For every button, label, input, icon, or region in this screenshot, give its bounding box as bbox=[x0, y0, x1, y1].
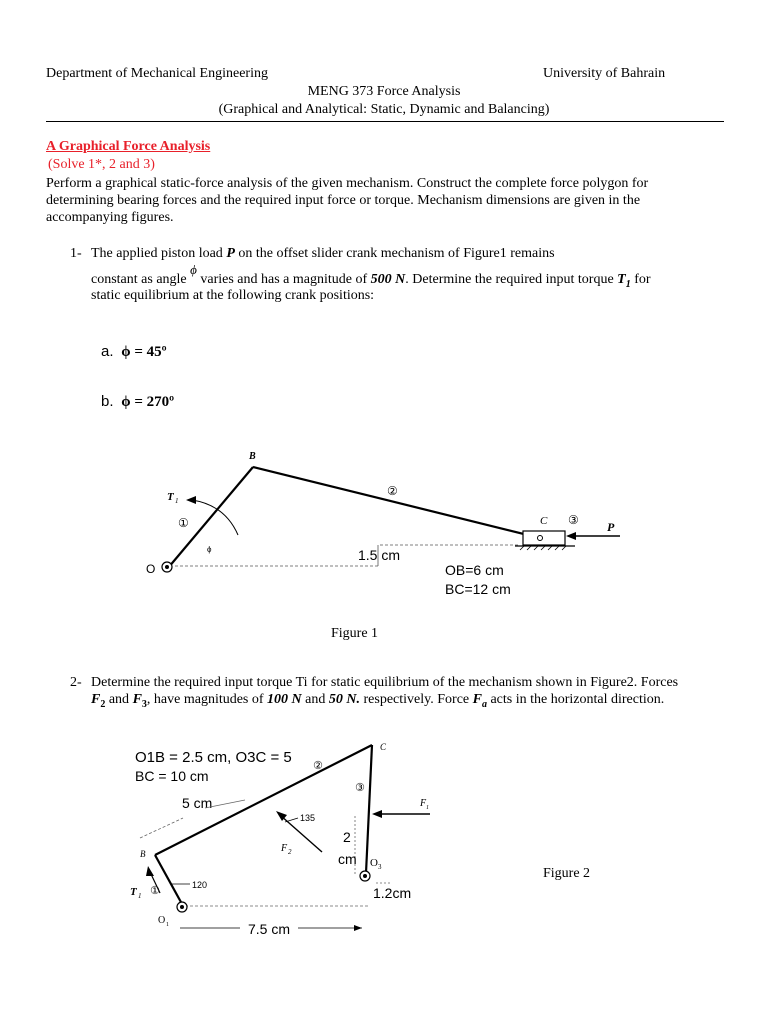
torque-t1-arrowhead bbox=[146, 866, 154, 876]
label-7-5cm: 7.5 cm bbox=[248, 921, 291, 937]
label-c: C bbox=[380, 742, 387, 752]
label-f2: F bbox=[281, 843, 288, 854]
label-ob-length: OB=6 cm bbox=[445, 562, 504, 578]
label-120: 120 bbox=[192, 880, 208, 890]
section-a-title: A Graphical Force Analysis bbox=[46, 139, 211, 154]
ang-135-leader bbox=[285, 818, 298, 822]
label-dims-1: O1B = 2.5 cm, O3C = 5 bbox=[135, 749, 292, 766]
problem-1-line-3: static equilibrium at the following crank positions: bbox=[91, 288, 375, 303]
section-a-note: (Solve 1*, 2 and 3) bbox=[48, 157, 155, 172]
dim-75-arrowhead bbox=[354, 925, 362, 931]
label-o3-sub: 3 bbox=[378, 863, 382, 871]
label-o3: O bbox=[370, 857, 378, 869]
label-link-1: ① bbox=[178, 516, 189, 530]
intro-line-1: Perform a graphical static-force analysis of the given mechanism. Construct the complete force polygon for bbox=[46, 176, 649, 191]
item-a: a. ϕ = 45º bbox=[101, 343, 167, 360]
label-link-2: ② bbox=[313, 760, 323, 772]
label-link-1: ① bbox=[150, 885, 160, 897]
problem-2-line-1: Determine the required input torque Ti for static equilibrium of the mechanism shown in Figure2. Forces bbox=[91, 675, 679, 690]
label-o1: O bbox=[158, 915, 166, 926]
pivot-o-center bbox=[165, 565, 169, 569]
label-p: P bbox=[607, 520, 615, 534]
figure-2-caption: Figure 2 bbox=[543, 866, 591, 881]
label-1-2cm: 1.2cm bbox=[373, 885, 412, 901]
label-f2-sub: 2 bbox=[288, 848, 292, 856]
pivot-o1-center bbox=[180, 905, 184, 909]
label-angle-phi: ϕ bbox=[207, 545, 212, 554]
problem-1-number: 1- bbox=[70, 246, 82, 261]
label-t1-sub: 1 bbox=[138, 892, 142, 900]
label-link-3: ③ bbox=[355, 782, 365, 794]
figure-1-diagram bbox=[0, 440, 768, 620]
label-c: C bbox=[540, 515, 548, 527]
pin-c bbox=[538, 536, 543, 541]
label-f1-sub: 1 bbox=[426, 805, 429, 811]
problem-2-number: 2- bbox=[70, 675, 82, 690]
course-subtitle: (Graphical and Analytical: Static, Dynamic and Balancing) bbox=[218, 102, 550, 117]
label-2: 2 bbox=[343, 829, 351, 845]
figure-1-caption: Figure 1 bbox=[331, 626, 379, 641]
label-o1-sub: 1 bbox=[166, 922, 169, 928]
label-t1: T bbox=[130, 886, 137, 898]
rocker-link-o3c bbox=[366, 745, 372, 873]
label-t1: T bbox=[167, 491, 174, 503]
label-b: B bbox=[249, 451, 256, 462]
label-dims-2: BC = 10 cm bbox=[135, 768, 209, 784]
force-p-arrowhead bbox=[566, 532, 576, 540]
label-link-3: ③ bbox=[568, 513, 579, 527]
problem-1-line-2: constant as angle ϕ varies and has a magnitude of 500 N. Determine the required input torque $T_1$ for bbox=[91, 262, 651, 290]
coupler-link-2 bbox=[253, 467, 540, 538]
label-135: 135 bbox=[300, 813, 316, 823]
dim-5cm-line bbox=[140, 818, 183, 838]
intro-line-2: determining bearing forces and the required input force or torque. Mechanism dimensions are given in the bbox=[46, 193, 641, 208]
course-title: MENG 373 Force Analysis bbox=[307, 84, 461, 99]
label-o: O bbox=[146, 562, 156, 576]
intro-line-3: accompanying figures. bbox=[46, 210, 174, 225]
slider-block bbox=[523, 531, 565, 545]
force-f1-arrowhead bbox=[372, 810, 382, 818]
department-name: Department of Mechanical Engineering bbox=[46, 66, 268, 81]
pivot-o3-center bbox=[363, 874, 367, 878]
university-name: University of Bahrain bbox=[543, 66, 666, 81]
problem-1-line-1: The applied piston load P on the offset slider crank mechanism of Figure1 remains bbox=[91, 246, 555, 261]
label-f1: F bbox=[420, 798, 427, 809]
label-offset: 1.5 cm bbox=[358, 547, 401, 563]
problem-2-line-2: $F_2$ and $F_3$, have magnitudes of 100 N and 50 N. respectively. Force $F_a$ acts in the horizontal direction. bbox=[91, 692, 665, 710]
header-rule bbox=[46, 121, 724, 122]
label-t1-sub: 1 bbox=[175, 497, 179, 505]
torque-t1-arrowhead bbox=[186, 496, 196, 504]
label-cm: cm bbox=[338, 851, 357, 867]
item-b: b. ϕ = 270º bbox=[101, 393, 175, 410]
label-link-2: ② bbox=[387, 484, 398, 498]
label-5cm: 5 cm bbox=[182, 795, 213, 811]
figure-2-diagram bbox=[0, 730, 768, 950]
label-b: B bbox=[140, 849, 146, 859]
label-bc-length: BC=12 cm bbox=[445, 581, 511, 597]
